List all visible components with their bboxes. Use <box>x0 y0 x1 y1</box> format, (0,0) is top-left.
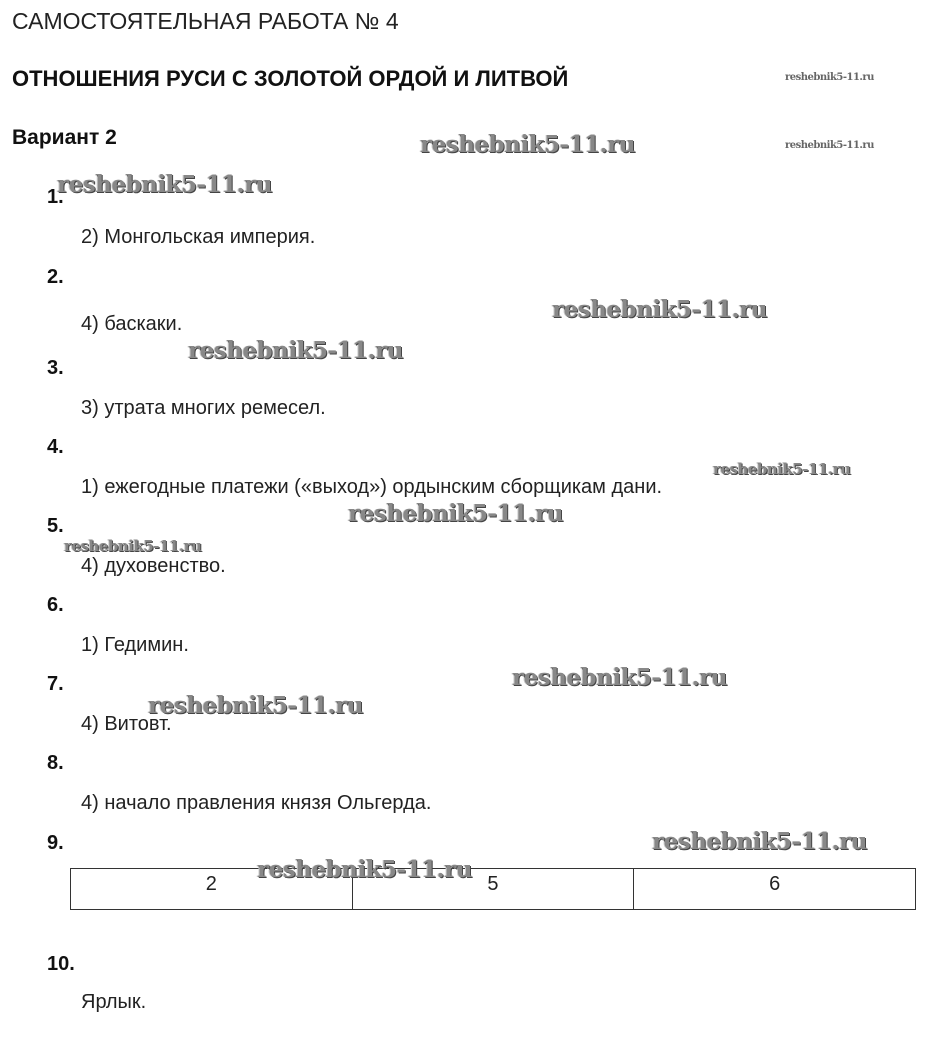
answer-text: 4) Витовт. <box>81 713 172 735</box>
answer-text: 1) ежегодные платежи («выход») ордынским сборщикам дани. <box>81 476 663 498</box>
question-number: 6. <box>47 594 64 616</box>
question-number: 2. <box>47 266 64 288</box>
answer-text: 4) баскаки. <box>81 313 183 335</box>
answer-text: Ярлык. <box>81 991 147 1013</box>
watermark: reshebnik5-11.ru <box>713 460 851 478</box>
question-number: 7. <box>47 673 64 695</box>
watermark: reshebnik5-11.ru <box>348 500 563 527</box>
question-number: 1. <box>47 186 64 208</box>
watermark: reshebnik5-11.ru <box>148 692 363 719</box>
answer-text: 4) начало правления князя Ольгерда. <box>81 792 432 814</box>
watermark: reshebnik5-11.ru <box>57 171 272 198</box>
table-cell: 6 <box>634 869 916 910</box>
answer-text: 1) Гедимин. <box>81 634 189 656</box>
watermark: reshebnik5-11.ru <box>257 856 472 883</box>
question-number: 10. <box>47 953 75 975</box>
question-number: 5. <box>47 515 64 537</box>
watermark: reshebnik5-11.ru <box>785 140 874 151</box>
question-number: 3. <box>47 357 64 379</box>
watermark: reshebnik5-11.ru <box>512 664 727 691</box>
question-number: 4. <box>47 436 64 458</box>
watermark: reshebnik5-11.ru <box>552 296 767 323</box>
watermark: reshebnik5-11.ru <box>64 537 202 555</box>
topic-title: ОТНОШЕНИЯ РУСИ С ЗОЛОТОЙ ОРДОЙ И ЛИТВОЙ <box>12 66 569 91</box>
page-header: САМОСТОЯТЕЛЬНАЯ РАБОТА № 4 <box>12 8 399 34</box>
table-cell: 5 <box>352 869 634 910</box>
watermark: reshebnik5-11.ru <box>188 337 403 364</box>
question-number: 9. <box>47 832 64 854</box>
table-row <box>71 869 916 910</box>
watermark: reshebnik5-11.ru <box>420 131 635 158</box>
answer-text: 2) Монгольская империя. <box>81 226 316 248</box>
answer-table <box>70 868 916 910</box>
question-number: 8. <box>47 752 64 774</box>
variant-label: Вариант 2 <box>12 126 117 149</box>
table-cell: 2 <box>71 869 353 910</box>
answer-text: 4) духовенство. <box>81 555 226 577</box>
watermark: reshebnik5-11.ru <box>652 828 867 855</box>
answer-text: 3) утрата многих ремесел. <box>81 397 326 419</box>
watermark: reshebnik5-11.ru <box>785 72 874 83</box>
